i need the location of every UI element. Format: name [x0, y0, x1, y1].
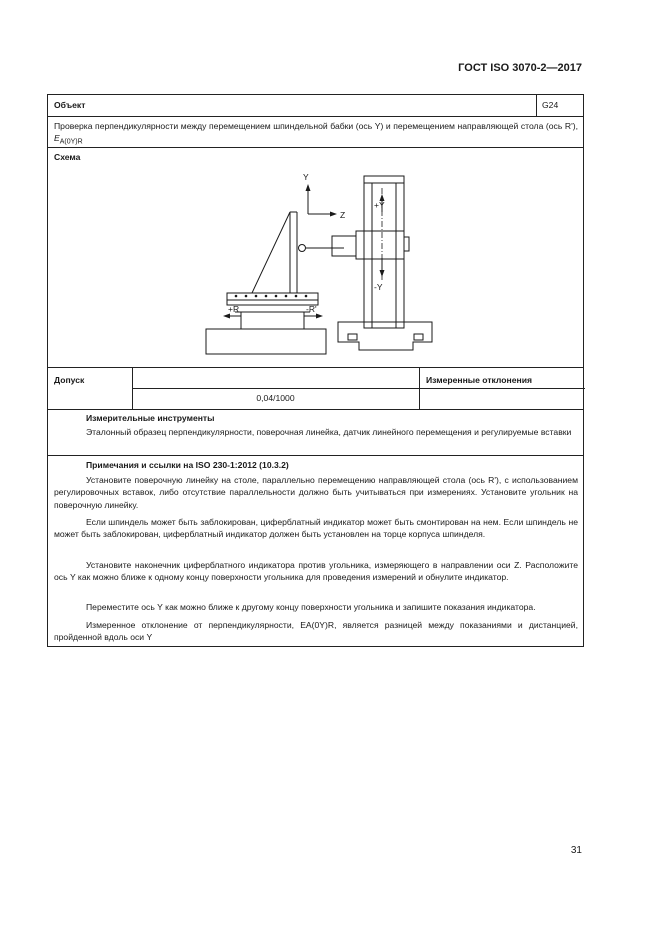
notes-paragraph: Если шпиндель может быть заблокирован, циферблатный индикатор может быть смонтирован на нем. Если шпиндель не может быть заблокирован, циферблатный индикатор должен быть установлен на торце корпуса шпинделя. [54, 517, 578, 540]
minus-y-label: -Y [374, 282, 383, 292]
plus-y-label: +Y [374, 200, 385, 210]
instruments-heading: Измерительные инструменты [86, 413, 215, 423]
tolerance-value: 0,04/1000 [256, 393, 295, 403]
scheme-heading: Схема [54, 152, 81, 162]
row-divider [132, 388, 585, 389]
row-divider [48, 116, 583, 117]
minus-r-label: -R' [306, 304, 317, 314]
measured-deviations-heading: Измеренные отклонения [426, 375, 532, 385]
measurement-scheme-diagram [48, 148, 583, 367]
notes-paragraph: Установите наконечник циферблатного индикатора против угольника, измеряющего в направлении оси Z. Расположите ось Y как можно ближе к одному концу поверхности угольника для проведения измерений и обнулите индикатор. [54, 560, 578, 583]
page-number: 31 [570, 845, 582, 856]
deviation-subscript: A(0Y)R [59, 139, 83, 147]
row-divider [48, 455, 583, 456]
notes-paragraph: Установите поверочную линейку на столе, параллельно перемещению направляющей стола (ось R'), с использованием регулировочных вставок, либо отсутствие параллельности должно быть учитываться при измерениях. Установите угольник на поверочную линейку. [54, 475, 578, 510]
object-description: Проверка перпендикулярности между перемещением шпиндельной бабки (ось Y) и перемещением направляющей стола (ось R'), $E_{A(0Y)R}$ [54, 121, 578, 147]
column-divider [536, 95, 537, 116]
z-axis-label: Z [340, 210, 346, 220]
notes-paragraph: Переместите ось Y как можно ближе к другому концу поверхности угольника и запишите показания индикатора. [86, 602, 536, 612]
tolerance-heading: Допуск [54, 375, 85, 385]
notes-paragraph: Измеренное отклонение от перпендикулярности, EA(0Y)R, является разницей между показаниями и дистанцией, пройденной вдоль оси Y [54, 620, 578, 643]
notes-heading: Примечания и ссылки на ISO 230-1:2012 (10.3.2) [86, 460, 289, 470]
row-divider [48, 367, 583, 368]
row-divider [48, 409, 583, 410]
column-divider [419, 367, 420, 409]
y-axis-label: Y [303, 172, 309, 182]
plus-r-label: +R [228, 304, 240, 314]
document-header-standard: ГОСТ ISO 3070-2—2017 [458, 62, 582, 74]
test-specification-table [47, 94, 584, 647]
instruments-text: Эталонный образец перпендикулярности, поверочная линейка, датчик линейного перемещения и регулируемые вставки [86, 427, 572, 437]
object-code: G24 [542, 100, 559, 110]
deviation-symbol: E [54, 133, 60, 144]
object-heading: Объект [54, 100, 86, 110]
